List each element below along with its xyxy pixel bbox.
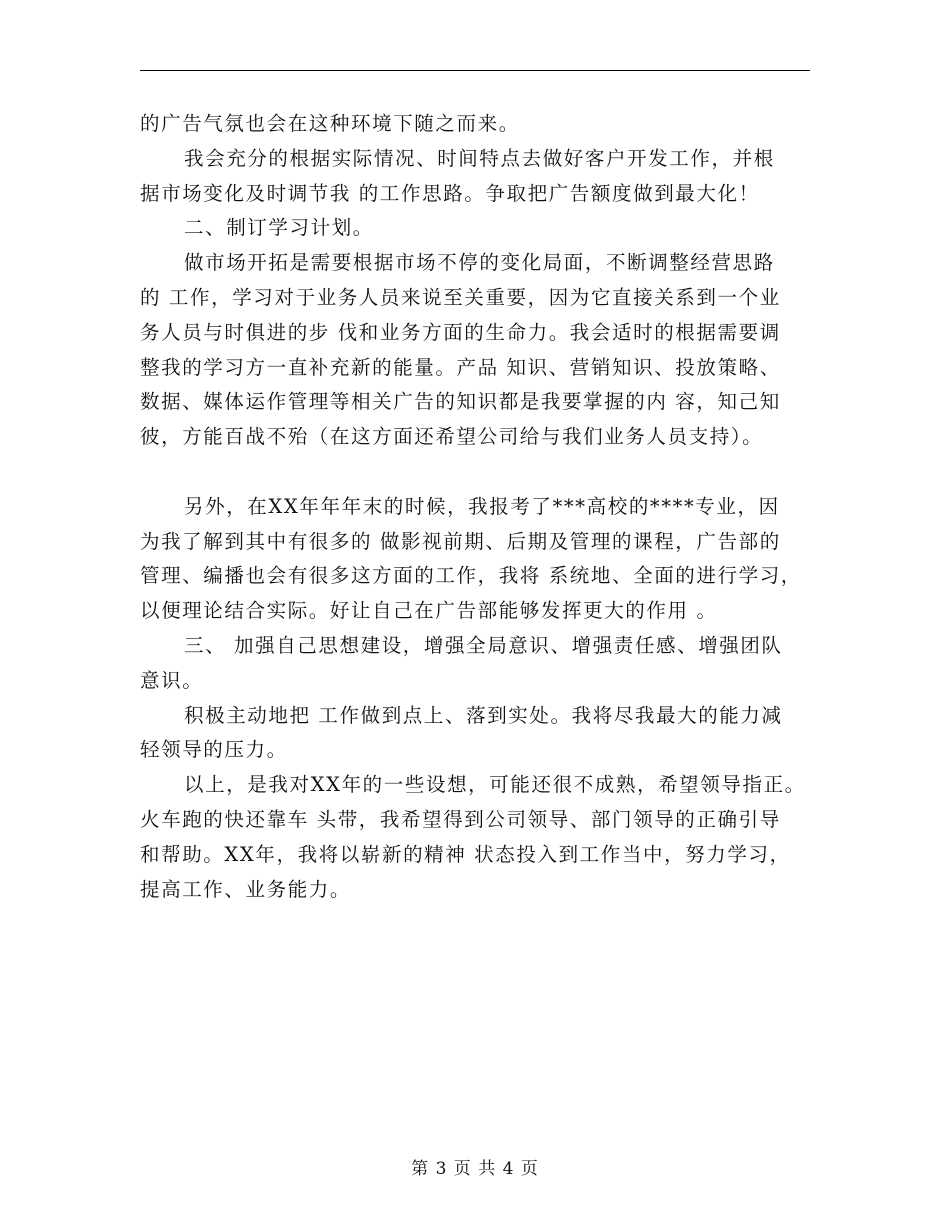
text-line: 积极主动地把 工作做到点上、落到实处。我将尽我最大的能力减 [184,703,783,727]
text-line: 以上，是我对XX年的一些设想，可能还很不成熟，希望领导指正。 [184,773,806,797]
page-number: 第 3 页 共 4 页 [411,1159,539,1179]
text-line: 彼，方能百战不殆（在这方面还希望公司给与我们业务人员支持）。 [140,425,764,449]
text-line: 另外，在XX年年年末的时候，我报考了***高校的****专业，因 [184,494,780,518]
text-line: 火车跑的快还靠车 头带，我希望得到公司领导、部门领导的正确引导 [140,807,781,831]
text-line: 轻领导的压力。 [140,738,288,762]
text-line: 三、 加强自己思想建设，增强全局意识、增强责任感、增强团队 [184,633,783,657]
text-line: 提高工作、业务能力。 [140,877,352,901]
text-line: 的 工作，学习对于业务人员来说至关重要，因为它直接关系到一个业 [140,285,781,309]
text-line: 以便理论结合实际。好让自己在广告部能够发挥更大的作用 。 [140,599,718,623]
text-line: 为我了解到其中有很多的 做影视前期、后期及管理的课程，广告部的 [140,529,781,553]
text-line: 整我的学习方一直补充新的能量。产品 知识、营销知识、投放策略、 [140,355,781,379]
text-line: 数据、媒体运作管理等相关广告的知识都是我要掌握的内 容，知己知 [140,390,781,414]
blank-line [140,455,820,490]
text-line: 的广告气氛也会在这种环境下随之而来。 [140,112,520,135]
text-line: 我会充分的根据实际情况、时间特点去做好客户开发工作，并根 [184,146,775,170]
text-line: 二、制订学习计划。 [184,216,374,240]
text-line: 做市场开拓是需要根据市场不停的变化局面，不断调整经营思路 [184,251,775,275]
header-rule [140,70,810,71]
text-line: 和帮助。XX年，我将以崭新的精神 状态投入到工作当中，努力学习， [140,842,791,866]
text-line: 管理、编播也会有很多这方面的工作，我将 系统地、全面的进行学习， [140,564,802,588]
text-line: 据市场变化及时调节我 的工作思路。争取把广告额度做到最大化！ [140,181,760,205]
text-line: 意识。 [140,668,204,692]
document-body [140,107,820,907]
text-line: 务人员与时俱进的步 伐和业务方面的生命力。我会适时的根据需要调 [140,320,781,344]
